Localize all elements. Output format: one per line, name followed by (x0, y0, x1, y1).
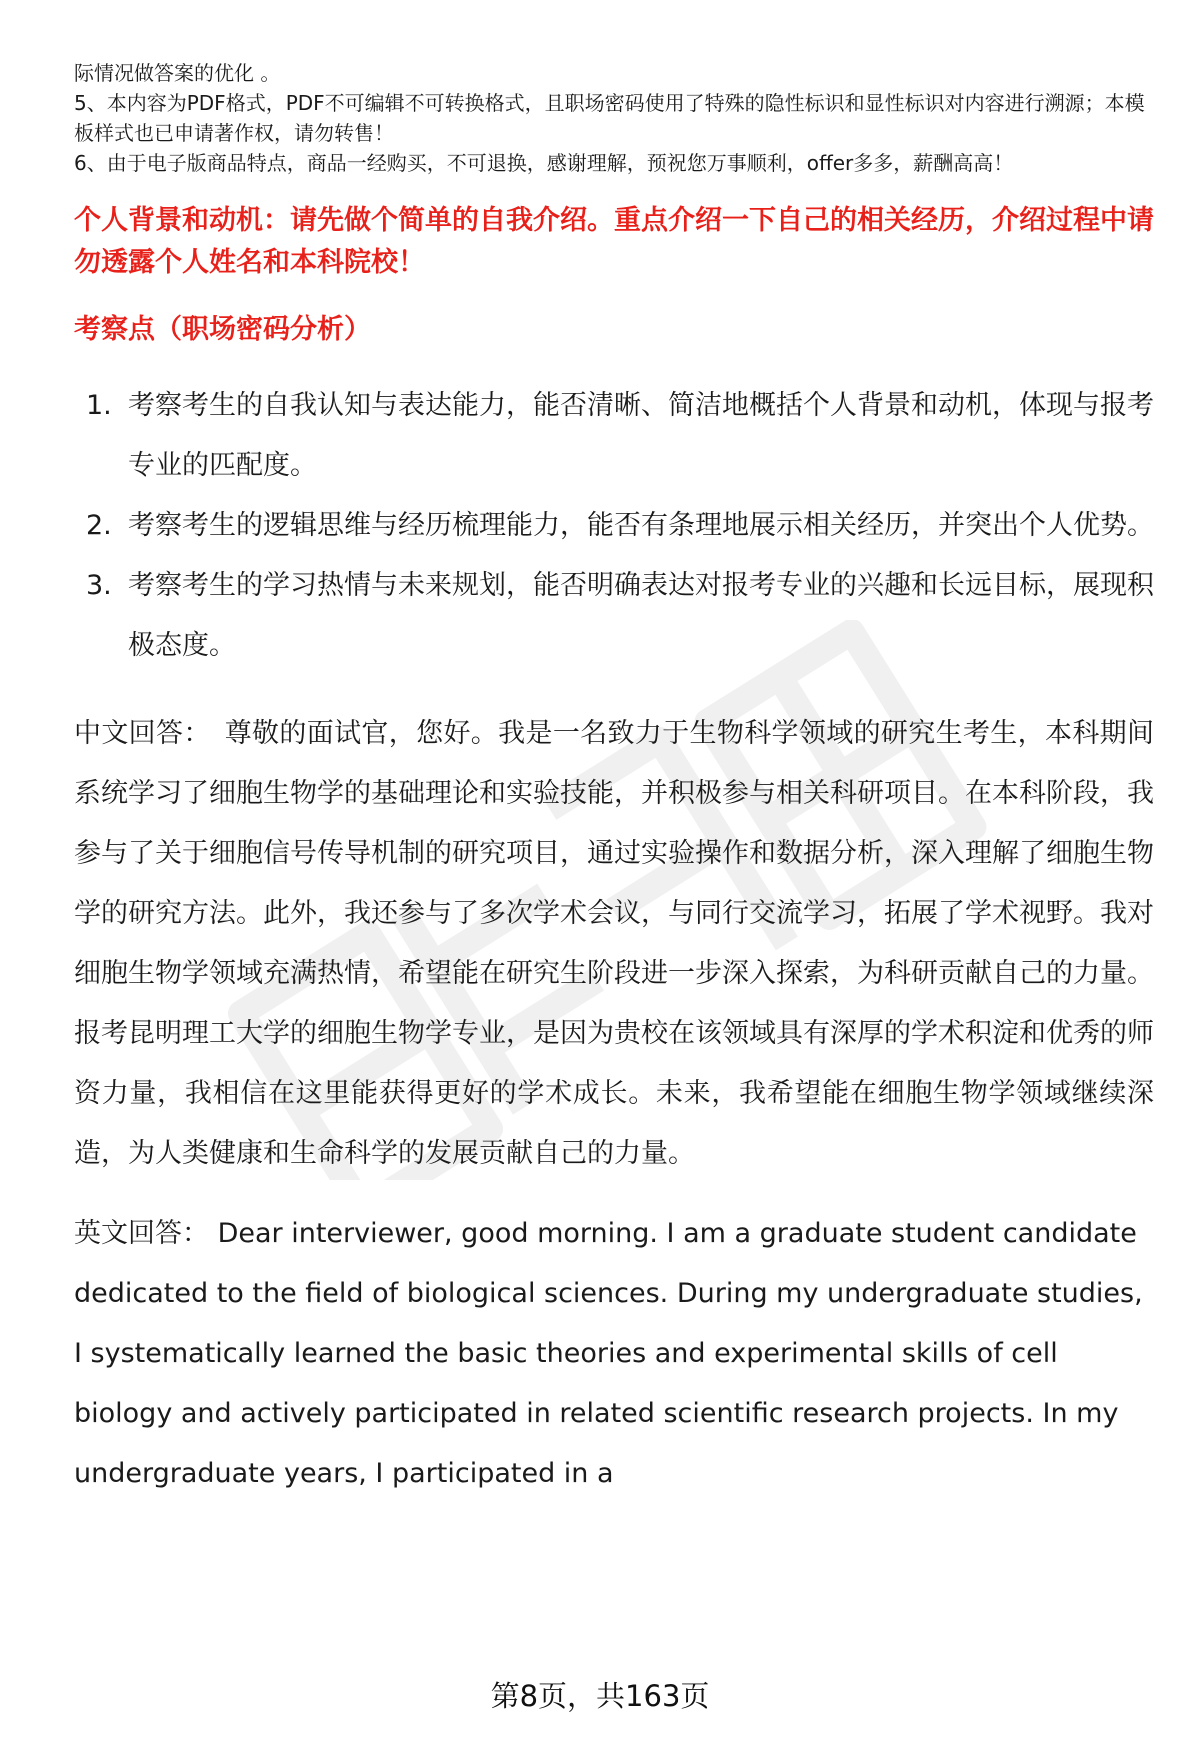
english-answer-text: Dear interviewer, good morning. I am a graduate student candidate dedicated to the field of biological sciences. During my undergraduate studies, I systematically learned the basic theories and experimental skills of cell biology and actively participated in related scientific research projects. In my undergraduate years, I participated in a (74, 1218, 1143, 1489)
point-number: 1. (86, 390, 112, 421)
note-line-1: 际情况做答案的优化 。 (74, 61, 281, 85)
analysis-point (74, 496, 1154, 556)
english-answer (74, 1204, 1154, 1504)
analysis-points-list (74, 376, 1154, 676)
chinese-answer (74, 704, 1154, 1184)
analysis-point (74, 376, 1154, 496)
point-number: 2. (86, 510, 112, 541)
point-number: 3. (86, 570, 112, 601)
document-page (74, 58, 1154, 1504)
point-text: 考察考生的学习热情与未来规划，能否明确表达对报考专业的兴趣和长远目标，展现积极态度。 (128, 570, 1154, 661)
point-text: 考察考生的逻辑思维与经历梳理能力，能否有条理地展示相关经历，并突出个人优势。 (128, 510, 1154, 541)
note-line-2: 5、本内容为PDF格式，PDF不可编辑不可转换格式，且职场密码使用了特殊的隐性标识和显性标识对内容进行溯源；本模板样式也已申请著作权，请勿转售！ (74, 91, 1145, 145)
notes-block (74, 58, 1154, 178)
chinese-answer-label: 中文回答： (74, 718, 211, 749)
interview-question: 个人背景和动机：请先做个简单的自我介绍。重点介绍一下自己的相关经历，介绍过程中请勿透露个人姓名和本科院校！ (74, 205, 1154, 278)
analysis-point (74, 556, 1154, 676)
analysis-heading: 考察点（职场密码分析） (74, 314, 371, 345)
point-text: 考察考生的自我认知与表达能力，能否清晰、简洁地概括个人背景和动机，体现与报考专业的匹配度。 (128, 390, 1154, 481)
chinese-answer-text: 尊敬的面试官，您好。我是一名致力于生物科学领域的研究生考生，本科期间系统学习了细胞生物学的基础理论和实验技能，并积极参与相关科研项目。在本科阶段，我参与了关于细胞信号传导机制的研究项目，通过实验操作和数据分析，深入理解了细胞生物学的研究方法。此外，我还参与了多次学术会议，与同行交流学习，拓展了学术视野。我对细胞生物学领域充满热情，希望能在研究生阶段进一步深入探索，为科研贡献自己的力量。报考昆明理工大学的细胞生物学专业，是因为贵校在该领域具有深厚的学术积淀和优秀的师资力量，我相信在这里能获得更好的学术成长。未来，我希望能在细胞生物学领域继续深造，为人类健康和生命科学的发展贡献自己的力量。 (74, 718, 1155, 1169)
note-line-3: 6、由于电子版商品特点，商品一经购买，不可退换，感谢理解，预祝您万事顺利，offer多多，薪酬高高！ (74, 151, 1014, 175)
page-number-footer: 第8页，共163页 (490, 1679, 710, 1713)
english-answer-label: 英文回答： (74, 1218, 209, 1249)
